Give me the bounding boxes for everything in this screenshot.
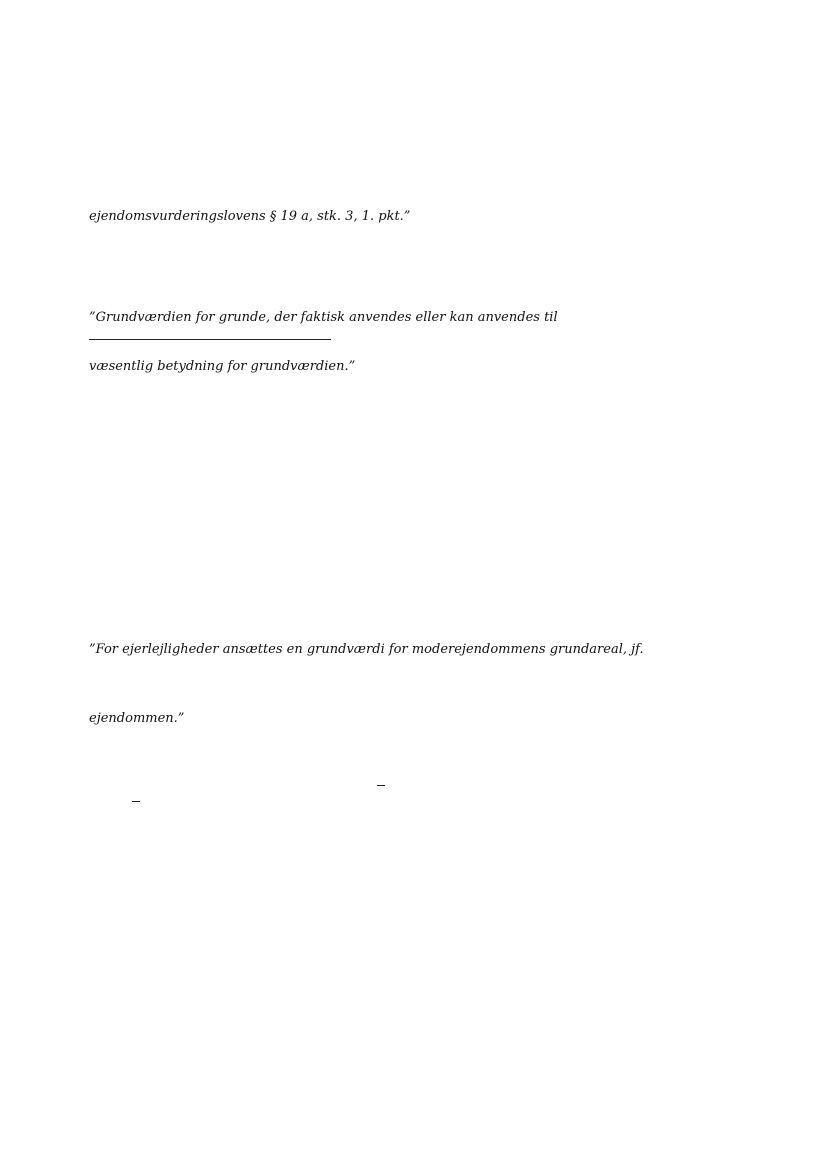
quote-line-law-reference: ejendomsvurderingslovens § 19 a, stk. 3, 1. pkt.” <box>89 209 411 224</box>
quote-line-grundvaerdi-end: væsentlig betydning for grundværdien.” <box>89 359 356 374</box>
quote-line-grundvaerdi-start: ”Grundværdien for grunde, der faktisk anvendes eller kan anvendes til <box>89 310 558 325</box>
quote-line-ejerlejligheder-start: ”For ejerlejligheder ansættes en grundværdi for moderejendommens grundareal, jf. <box>89 642 644 657</box>
horizontal-rule <box>89 339 331 340</box>
dash-mark <box>377 785 385 786</box>
dash-mark <box>132 801 140 802</box>
quote-line-ejerlejligheder-end: ejendommen.” <box>89 711 185 726</box>
